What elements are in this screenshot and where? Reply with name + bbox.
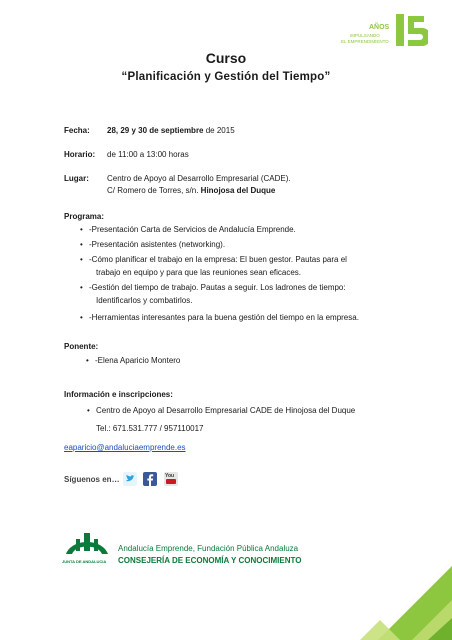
logo-tag-line-1: IMPULSANDO bbox=[350, 33, 380, 38]
fecha-dates: 28, 29 y 30 de septiembre bbox=[107, 126, 204, 135]
brand-logo bbox=[338, 10, 428, 50]
list-item-continuation: trabajo en equipo y para que las reuniones sean eficaces. bbox=[96, 268, 302, 277]
info-center: • Centro de Apoyo al Desarrollo Empresarial CADE de Hinojosa del Duque bbox=[96, 405, 355, 416]
list-item: • -Cómo planificar el trabajo en la empresa: El buen gestor. Pautas para el bbox=[89, 254, 387, 265]
logo-years: AÑOS bbox=[369, 24, 390, 31]
junta-emblem-icon bbox=[62, 530, 112, 558]
info-phone: Tel.: 671.531.777 / 957110017 bbox=[96, 424, 204, 433]
info-label: Información e inscripciones: bbox=[64, 390, 173, 399]
horario-label: Horario: bbox=[64, 150, 96, 159]
horario-value: de 11:00 a 13:00 horas bbox=[107, 150, 189, 159]
lugar-line-1: Centro de Apoyo al Desarrollo Empresarial (CADE). bbox=[107, 174, 291, 183]
list-item-continuation: Identificarlos y combatirlos. bbox=[96, 296, 193, 305]
list-item: • -Presentación asistentes (networking). bbox=[89, 239, 389, 250]
decorative-triangles-icon bbox=[340, 548, 452, 640]
youtube-icon[interactable] bbox=[164, 472, 178, 486]
youtube-label: You bbox=[165, 473, 175, 479]
programa-label: Programa: bbox=[64, 212, 105, 221]
page-subtitle: “Planificación y Gestión del Tiempo” bbox=[121, 71, 331, 83]
footer-line-2: CONSEJERÍA DE ECONOMÍA Y CONOCIMIENTO bbox=[118, 556, 302, 565]
footer-line-1: Andalucía Emprende, Fundación Pública Andaluza bbox=[118, 544, 299, 553]
ponente-name: • -Elena Aparicio Montero bbox=[95, 355, 180, 366]
list-item: • -Herramientas interesantes para la buena gestión del tiempo en la empresa. bbox=[89, 312, 389, 323]
ponente-label: Ponente: bbox=[64, 342, 99, 351]
lugar-line-2 bbox=[107, 185, 275, 196]
lugar-label: Lugar: bbox=[64, 174, 89, 183]
fecha-year: de 2015 bbox=[203, 126, 235, 135]
social-label: Síguenos en… bbox=[64, 475, 120, 484]
fecha-label: Fecha: bbox=[64, 126, 90, 135]
lugar-town: Hinojosa del Duque bbox=[200, 186, 276, 195]
youtube-tube-mark bbox=[166, 479, 176, 484]
list-item: • -Gestión del tiempo de trabajo. Pautas a seguir. Los ladrones de tiempo: bbox=[89, 282, 387, 293]
junta-logo bbox=[58, 530, 118, 566]
list-item: • -Presentación Carta de Servicios de Andalucía Emprende. bbox=[89, 224, 389, 235]
lugar-street: C/ Romero de Torres, s/n. bbox=[107, 186, 201, 195]
twitter-icon[interactable] bbox=[123, 472, 137, 486]
facebook-icon[interactable] bbox=[143, 472, 157, 486]
logo-tag-line-2: EL EMPRENDIMIENTO bbox=[341, 39, 389, 44]
fecha-value bbox=[107, 125, 235, 136]
page-title: Curso bbox=[205, 50, 247, 66]
email-link[interactable]: eaparicio@andaluciaemprende.es bbox=[64, 443, 186, 452]
junta-name: JUNTA DE ANDALUCIA bbox=[62, 559, 107, 564]
